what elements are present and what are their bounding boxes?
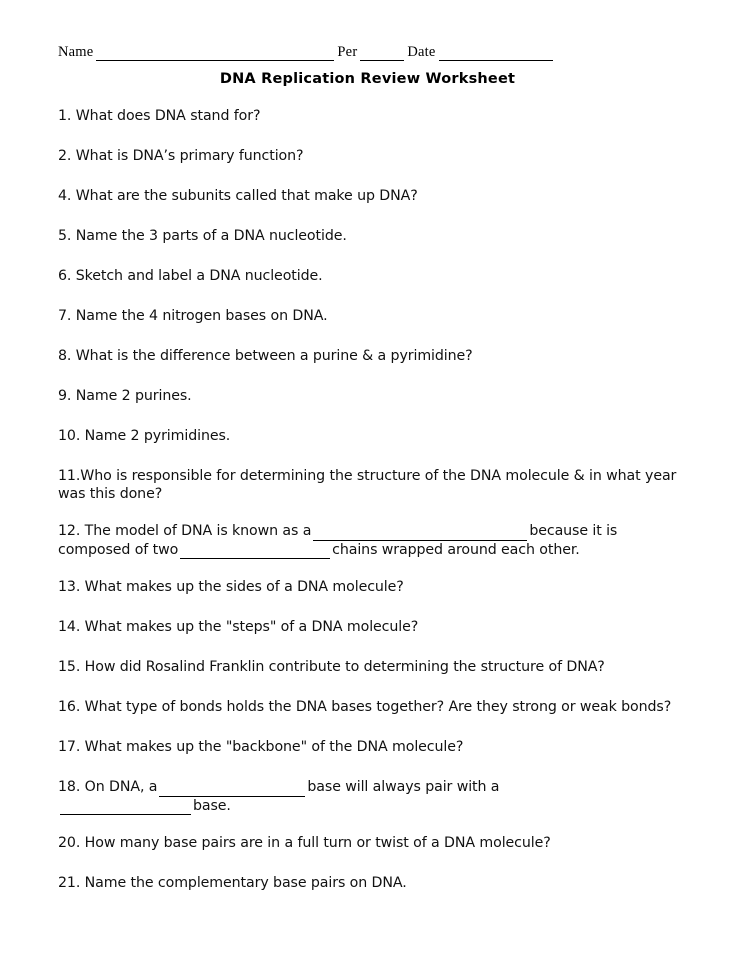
- date-blank[interactable]: [439, 48, 553, 61]
- q12-part3: chains wrapped around each other.: [332, 541, 580, 558]
- q18-blank-1[interactable]: [159, 783, 305, 797]
- q12-part1: 12. The model of DNA is known as a: [58, 523, 312, 540]
- q12-blank-2[interactable]: [180, 545, 330, 559]
- question-item: 8. What is the difference between a purine & a pyrimidine?: [58, 347, 473, 364]
- question-item: 2. What is DNA’s primary function?: [58, 147, 304, 164]
- question-item: 5. Name the 3 parts of a DNA nucleotide.: [58, 227, 347, 244]
- question-item: 20. How many base pairs are in a full turn or twist of a DNA molecule?: [58, 835, 551, 852]
- name-label: Name: [58, 44, 94, 60]
- question-item: 1. What does DNA stand for?: [58, 108, 261, 124]
- per-blank[interactable]: [360, 48, 404, 61]
- question-item: 9. Name 2 purines.: [58, 387, 192, 404]
- question-item: 13. What makes up the sides of a DNA molecule?: [58, 579, 404, 596]
- q18-part1: 18. On DNA, a: [58, 779, 158, 796]
- question-item: 15. How did Rosalind Franklin contribute to determining the structure of DNA?: [58, 659, 605, 676]
- q12-part2: because it is composed of two: [58, 523, 618, 558]
- question-item: 21. Name the complementary base pairs on DNA.: [58, 875, 407, 892]
- q12-blank-1[interactable]: [313, 527, 527, 541]
- q18-blank-2[interactable]: [60, 801, 191, 815]
- question-item-fill-in-18: [58, 778, 691, 815]
- question-item: 16. What type of bonds holds the DNA bases together? Are they strong or weak bonds?: [58, 699, 672, 716]
- question-item: 17. What makes up the "backbone" of the DNA molecule?: [58, 739, 464, 756]
- question-item: 7. Name the 4 nitrogen bases on DNA.: [58, 307, 328, 324]
- question-item: 14. What makes up the "steps" of a DNA molecule?: [58, 619, 419, 636]
- student-info-line: [58, 44, 691, 61]
- question-item: 6. Sketch and label a DNA nucleotide.: [58, 267, 323, 284]
- question-list: [58, 107, 691, 892]
- question-item: 11.Who is responsible for determining the structure of the DNA molecule & in what year was this done?: [58, 467, 677, 503]
- question-item-fill-in-12: [58, 522, 691, 559]
- date-label: Date: [407, 44, 436, 60]
- q18-part3: base.: [193, 797, 231, 814]
- page-title: DNA Replication Review Worksheet: [219, 71, 516, 87]
- question-item: 10. Name 2 pyrimidines.: [58, 427, 231, 444]
- question-item: 4. What are the subunits called that make up DNA?: [58, 187, 418, 204]
- q18-part2: base will always pair with a: [307, 779, 500, 796]
- name-blank[interactable]: [96, 48, 334, 61]
- per-label: Per: [337, 44, 358, 60]
